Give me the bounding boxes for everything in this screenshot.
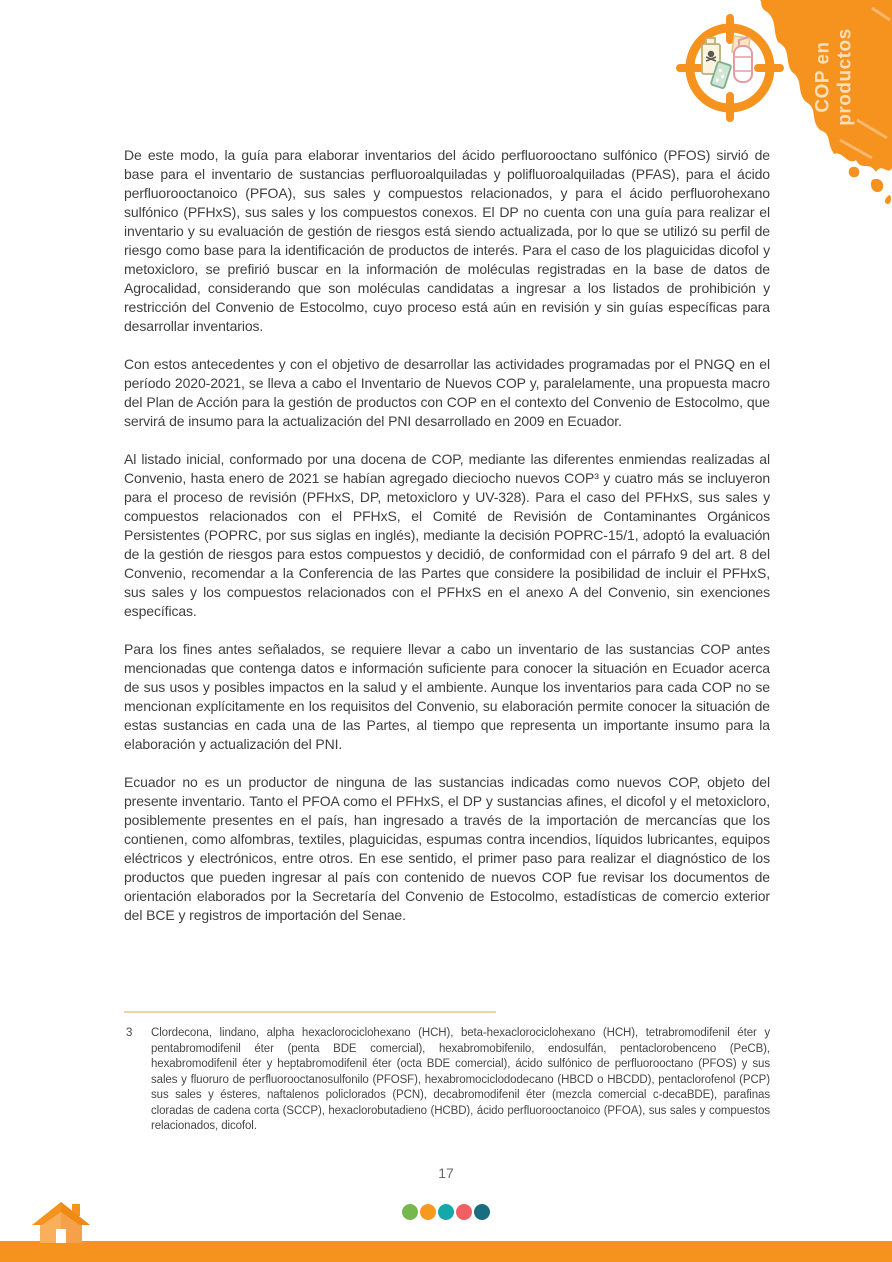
footnote-number: 3: [126, 1027, 133, 1039]
body-paragraph: De este modo, la guía para elaborar inventarios del ácido perfluorooctano sulfónico (PFOS) sirvió de base para el inventario de sustancias perfluoroalquiladas y polifluoroalquiladas (PFAS), para el ácido perfluorooctanoico (PFOA), sus sales y compuestos relacionados, y para el ácido perfluorohexano sulfónico (PFHxS), sus sales y los compuestos conexos. El DP no cuenta con una guía para realizar el inventario y su evaluación de gestión de riesgos está siendo actualizada, por lo que se utilizó su perfil de riesgo como base para la identificación de productos de interés. Para el caso de los plaguicidas dicofol y metoxicloro, se prefirió buscar en la información de moléculas registradas en la base de datos de Agrocalidad, considerando que son moléculas candidatas a ingresar a los listados de prohibición y restricción del Convenio de Estocolmo, cuyo proceso está aún en revisión y sin guías específicas para desarrollar inventarios.: [124, 147, 770, 334]
footnote-divider: [124, 1011, 496, 1013]
pagination-dot: [456, 1204, 472, 1220]
body-paragraph: Al listado inicial, conformado por una docena de COP, mediante las diferentes enmiendas realizadas al Convenio, hasta enero de 2021 se habían agregado dieciocho nuevos COP³ y cuatro más se incluyeron para el proceso de revisión (PFHxS, DP, metoxicloro y UV-328). Para el caso del PFHxS, sus sales y compuestos relacionados con el PFHxS, el Comité de Revisión de Contaminantes Orgánicos Persistentes (POPRC, por sus siglas en inglés), mediante la decisión POPRC-15/1, adoptó la evaluación de la gestión de riesgos para estos compuestos y decidió, de conformidad con el párrafo 9 del art. 8 del Convenio, recomendar a la Conferencia de las Partes que considere la posibilidad de incluir el PFHxS, sus sales y los compuestos relacionados con el PFHxS en el anexo A del Convenio, sin exenciones específicas.: [124, 451, 770, 619]
chapter-tab-line2: productos: [834, 28, 856, 126]
pagination-dot: [474, 1204, 490, 1220]
chapter-tab-line1: COP en: [812, 41, 834, 113]
pagination-dot: [438, 1204, 454, 1220]
body-paragraph: Ecuador no es un productor de ninguna de las sustancias indicadas como nuevos COP, objeto del presente inventario. Tanto el PFOA como el PFHxS, el DP y sustancias afines, el dicofol y el metoxicloro, posiblemente presentes en el país, han ingresado a través de la importación de mercancías que los contienen, como alfombras, textiles, plaguicidas, espumas contra incendios, líquidos lubricantes, equipos eléctricos y electrónicos, entre otros. En ese sentido, el primer paso para realizar el diagnóstico de los productos que pueden ingresar al país con contenido de nuevos COP fue revisar los documentos de orientación elaborados por la Secretaría del Convenio de Estocolmo, estadísticas de comercio exterior del BCE y registros de importación del Senae.: [124, 774, 770, 923]
pagination-dot: [420, 1204, 436, 1220]
home-icon: [32, 1199, 90, 1243]
footnote-area: [124, 1011, 770, 1135]
footnote-text: Clordecona, lindano, alpha hexaclorociclohexano (HCH), beta-hexaclorociclohexano (HCH), tetrabromodifenil éter y pentabromodifenil éter (penta BDE comercial), hexabromobifenilo, endosulfán, pentaclorobenceno (PeCB), hexabromodifenil éter y heptabromodifenil éter (octa BDE comercial), ácido sulfónico de perfluorooctano (PFOS) y sus sales y fluoruro de perfluorooctanosulfonilo (PFOSF), hexabromociclododecano (HBCD o HBCDD), pentaclorofenol (PCP) sus sales y ésteres, naftalenos policlorados (PCN), decabromodifenil éter (mezcla comercial c-decaBDE), parafinas cloradas de cadena corta (SCCP), hexaclorobutadieno (HCBD), ácido perfluorooctanoico (PFOA), sus sales y compuestos relacionados, dicofol.: [151, 1027, 770, 1132]
body-paragraph: Con estos antecedentes y con el objetivo de desarrollar las actividades programadas por el PNGQ en el período 2020-2021, se lleva a cabo el Inventario de Nuevos COP y, paralelamente, una propuesta macro del Plan de Acción para la gestión de productos con COP en el contexto del Convenio de Estocolmo, que servirá de insumo para la actualización del PNI desarrollado en 2009 en Ecuador.: [124, 356, 770, 429]
body-paragraph: Para los fines antes señalados, se requiere llevar a cabo un inventario de las sustancias COP antes mencionadas que contenga datos e información suficiente para conocer la situación en Ecuador acerca de sus usos y posibles impactos en la salud y el ambiente. Aunque los inventarios para cada COP no se mencionan explícitamente en los requisitos del Convenio, su elaboración permite conocer la situación de estas sustancias en cada una de las Partes, al tiempo que representa un importante insumo para la elaboración y actualización del PNI.: [124, 641, 770, 752]
body-text: [124, 146, 770, 944]
target-products-icon: [675, 13, 785, 123]
page-number: 17: [438, 1165, 454, 1181]
footer-bar: [0, 1241, 892, 1262]
pagination-dot: [402, 1204, 418, 1220]
pagination-dots: [0, 1204, 892, 1220]
footnote: [124, 1026, 770, 1135]
chapter-tab-label: [813, 25, 859, 130]
